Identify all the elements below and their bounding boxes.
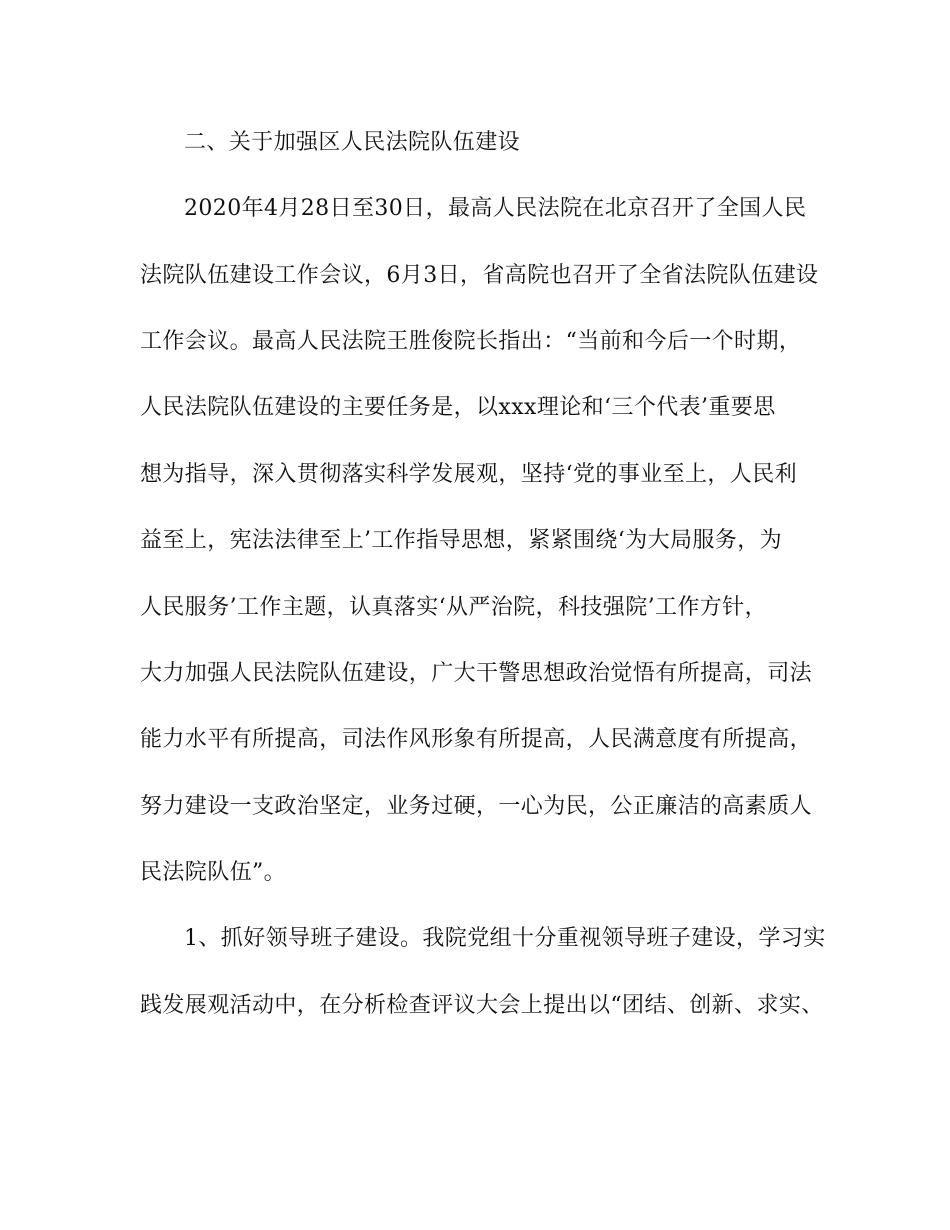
paragraph-line: 益至上，宪法法律至上’工作指导思想，紧紧围绕‘为大局服务，为 xyxy=(140,528,782,553)
paragraph-line: 2020年4月28日至30日，最高人民法院在北京召开了全国人民 xyxy=(184,196,807,221)
paragraph-line: 能力水平有所提高，司法作风形象有所提高，人民满意度有所提高， xyxy=(140,727,813,752)
paragraph-line: 大力加强人民法院队伍建设，广大干警思想政治觉悟有所提高，司法 xyxy=(140,661,813,686)
paragraph-line: 人民服务’工作主题，认真落实‘从严治院，科技强院’工作方针， xyxy=(140,595,767,620)
paragraph-line: 践发展观活动中，在分析检查评议大会上提出以“团结、创新、求实、 xyxy=(140,993,824,1018)
paragraph-line: 1、抓好领导班子建设。我院党组十分重视领导班子建设，学习实 xyxy=(184,926,826,951)
paragraph-line: 工作会议。最高人民法院王胜俊院长指出：“当前和今后一个时期， xyxy=(140,329,802,354)
paragraph-line: 法院队伍建设工作会议，6月3日，省高院也召开了全省法院队伍建设 xyxy=(140,263,819,288)
paragraph-line: 民法院队伍”。 xyxy=(140,860,287,885)
paragraph-line: 想为指导，深入贯彻落实科学发展观，坚持‘党的事业至上，人民利 xyxy=(140,462,797,487)
section-heading: 二、关于加强区人民法院队伍建设 xyxy=(184,130,521,155)
paragraph-line: 努力建设一支政治坚定，业务过硬，一心为民，公正廉洁的高素质人 xyxy=(140,794,813,819)
paragraph-line: 人民法院队伍建设的主要任务是，以xxx理论和‘三个代表’重要思 xyxy=(140,395,776,420)
